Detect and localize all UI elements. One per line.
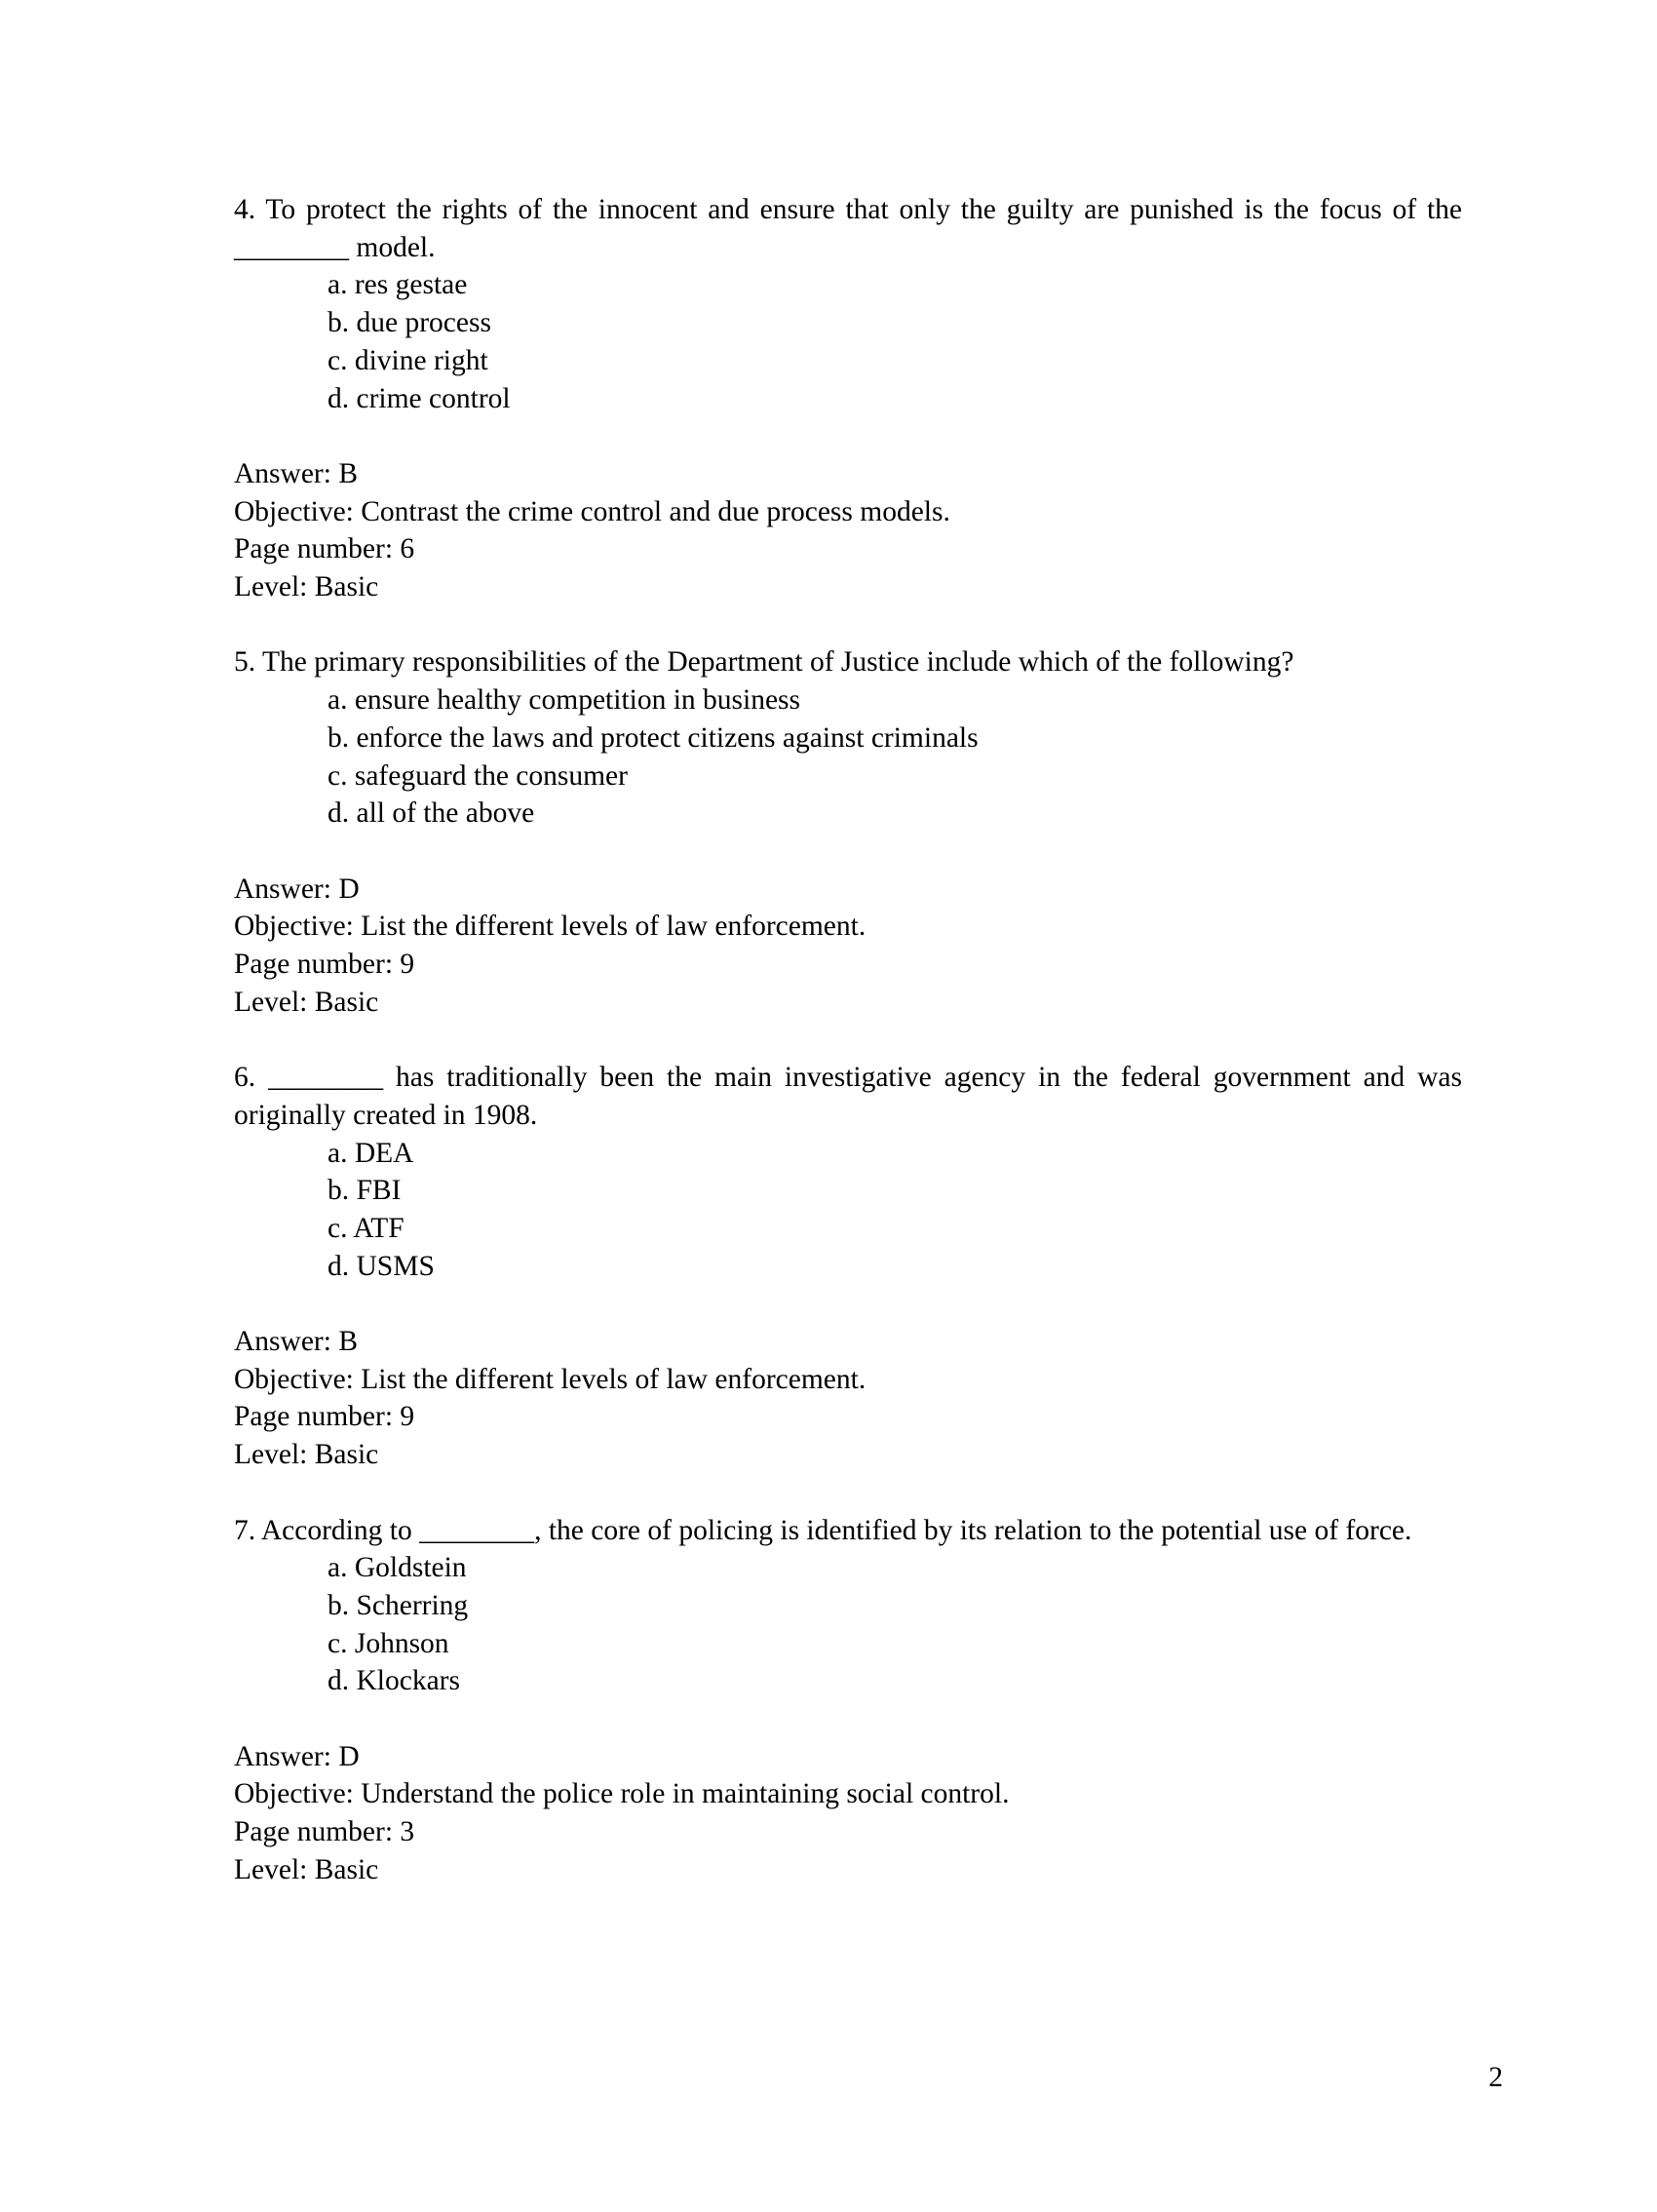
question-stem: 5. The primary responsibilities of the Department of Justice include which of the following? <box>234 646 1294 679</box>
page-reference-line: Page number: 3 <box>234 1816 415 1848</box>
page-content <box>234 191 1470 1889</box>
answer-line: Answer: D <box>234 1740 360 1772</box>
option-item: a. res gestae <box>328 269 468 301</box>
option-list <box>234 1135 1462 1286</box>
question-stem: 6. ________ has traditionally been the main investigative agency in the federal government and was originally created in 1908. <box>234 1062 1470 1131</box>
option-item: a. DEA <box>328 1137 414 1169</box>
option-list <box>234 681 1462 833</box>
answer-meta-block <box>234 1738 1462 1889</box>
level-line: Level: Basic <box>234 571 379 603</box>
answer-line: Answer: B <box>234 1326 359 1358</box>
page-reference-line: Page number: 9 <box>234 1401 415 1433</box>
question-block <box>234 191 1470 643</box>
option-item: b. Scherring <box>328 1589 469 1621</box>
objective-line: Objective: List the different levels of law enforcement. <box>234 1363 867 1395</box>
option-list <box>234 1549 1462 1700</box>
answer-meta-block <box>234 455 1462 606</box>
answer-meta-block <box>234 1323 1462 1474</box>
block-spacer <box>234 417 1462 455</box>
question-stem: 7. According to ________, the core of policing is identified by its relation to the potential use of force. <box>234 1514 1412 1546</box>
option-list <box>234 266 1462 417</box>
page-reference-line: Page number: 6 <box>234 533 415 565</box>
question-block <box>234 643 1462 1059</box>
page-reference-line: Page number: 9 <box>234 949 415 981</box>
level-line: Level: Basic <box>234 986 379 1018</box>
block-spacer <box>234 833 1462 871</box>
block-spacer <box>234 1474 1462 1512</box>
answer-line: Answer: B <box>234 457 359 489</box>
option-item: b. FBI <box>328 1175 402 1207</box>
option-item: d. USMS <box>328 1250 435 1282</box>
block-spacer <box>234 1021 1462 1059</box>
objective-line: Objective: List the different levels of law enforcement. <box>234 911 867 943</box>
option-item: c. safeguard the consumer <box>328 759 628 792</box>
level-line: Level: Basic <box>234 1439 379 1471</box>
option-item: b. enforce the laws and protect citizens against criminals <box>328 721 979 754</box>
question-stem: 4. To protect the rights of the innocent and ensure that only the guilty are punished is the focus of the ________ model. <box>234 194 1470 263</box>
block-spacer <box>234 1700 1462 1738</box>
option-item: c. Johnson <box>328 1627 449 1659</box>
level-line: Level: Basic <box>234 1853 379 1885</box>
answer-meta-block <box>234 871 1462 1022</box>
option-item: d. crime control <box>328 382 511 414</box>
option-item: d. all of the above <box>328 797 535 830</box>
question-block <box>234 1059 1470 1511</box>
block-spacer <box>234 606 1462 644</box>
option-item: d. Klockars <box>328 1665 460 1697</box>
question-block <box>234 1512 1462 1889</box>
option-item: a. ensure healthy competition in business <box>328 684 801 717</box>
answer-line: Answer: D <box>234 873 360 905</box>
option-item: c. divine right <box>328 344 488 376</box>
option-item: b. due process <box>328 307 491 339</box>
block-spacer <box>234 1285 1462 1323</box>
option-item: a. Goldstein <box>328 1552 467 1584</box>
objective-line: Objective: Contrast the crime control and due process models. <box>234 495 950 527</box>
option-item: c. ATF <box>328 1212 405 1244</box>
objective-line: Objective: Understand the police role in maintaining social control. <box>234 1778 1010 1810</box>
page-number: 2 <box>1488 2062 1503 2094</box>
